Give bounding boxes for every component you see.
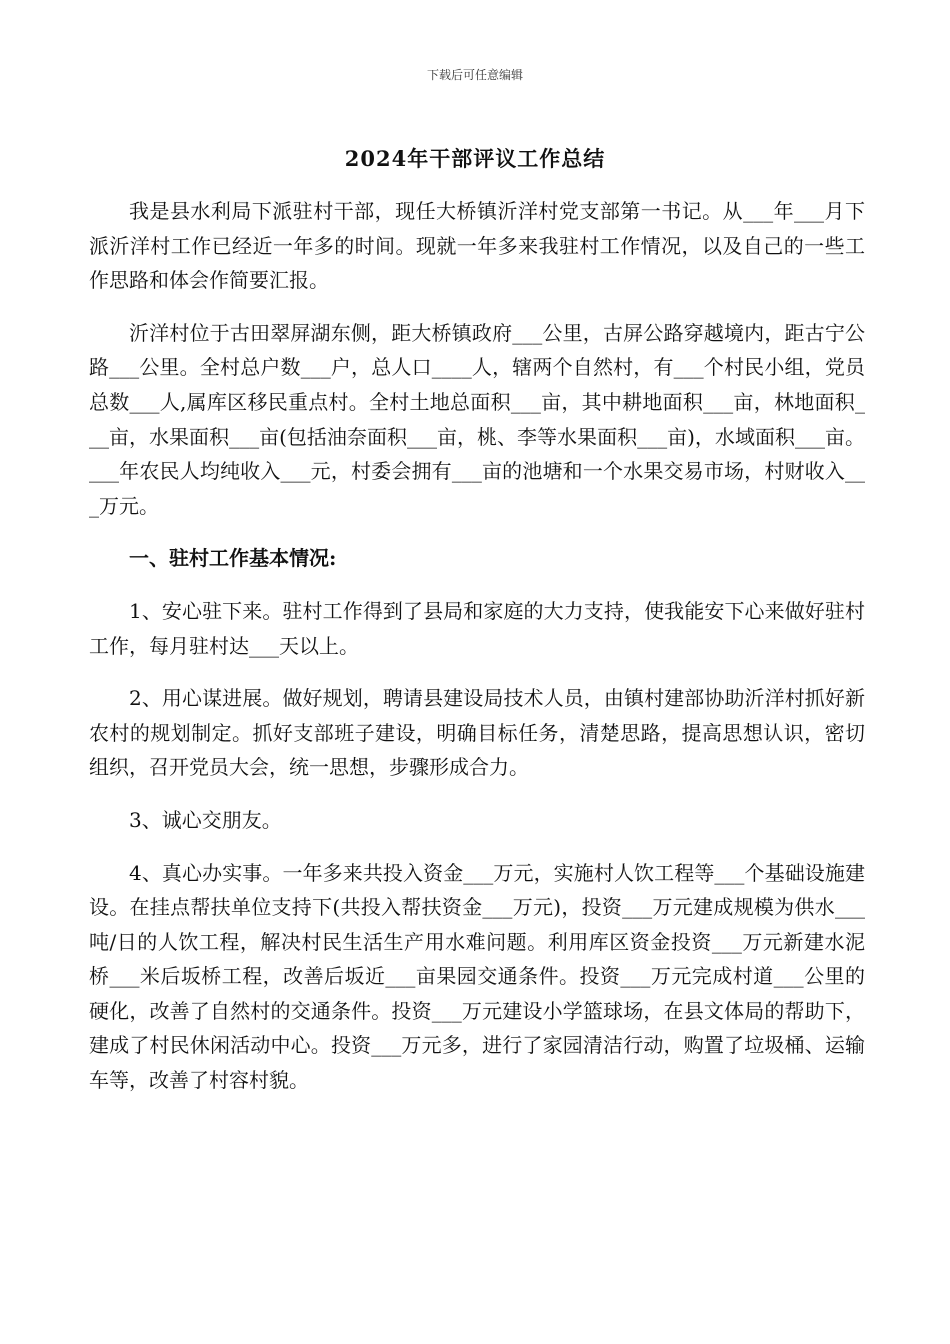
section-heading: 一、驻村工作基本情况: [129,546,337,571]
document-body [89,194,865,1116]
header-note: 下载后可任意编辑 [426,68,523,82]
list-item: 4、真心办实事。一年多来共投入资金___万元，实施村人饮工程等___个基础设施建设。在挂点帮扶单位支持下(共投入帮扶资金___万元)，投资___万元建成规模为供水___吨/日的人饮工程，解决村民生活生产用水难问题。利用库区资金投资___万元新建水泥桥___米后坂桥工程，改善后坂近___亩果园交通条件。投资___万元完成村道___公里的硬化，改善了自然村的交通条件。投资___万元建设小学篮球场，在县文体局的帮助下，建成了村民休闲活动中心。投资___万元多，进行了家园清洁行动，购置了垃圾桶、运输车等，改善了村容村貌。 [89,860,865,1093]
list-item: 2、用心谋进展。做好规划，聘请县建设局技术人员，由镇村建部协助沂洋村抓好新农村的规划制定。抓好支部班子建设，明确目标任务，清楚思路，提高思想认识，密切组织，召开党员大会，统一思想，步骤形成合力。 [89,686,865,780]
list-item: 3、诚心交朋友。 [129,807,282,832]
document-title: 2024年干部评议工作总结 [344,146,606,171]
intro-paragraph: 我是县水利局下派驻村干部，现任大桥镇沂洋村党支部第一书记。从___年___月下派沂洋村工作已经近一年多的时间。现就一年多来我驻村工作情况，以及自己的一些工作思路和体会作简要汇报。 [89,199,865,293]
list-item: 1、安心驻下来。驻村工作得到了县局和家庭的大力支持，使我能安下心来做好驻村工作，每月驻村达___天以上。 [89,598,865,658]
village-overview-paragraph: 沂洋村位于古田翠屏湖东侧，距大桥镇政府___公里，古屏公路穿越境内，距古宁公路___公里。全村总户数___户，总人口____人，辖两个自然村，有___个村民小组，党员总数___人,属库区移民重点村。全村土地总面积___亩，其中耕地面积___亩，林地面积___亩，水果面积___亩(包括油奈面积___亩，桃、李等水果面积___亩)，水域面积___亩。___年农民人均纯收入___元，村委会拥有___亩的池塘和一个水果交易市场，村财收入___万元。 [89,320,865,518]
